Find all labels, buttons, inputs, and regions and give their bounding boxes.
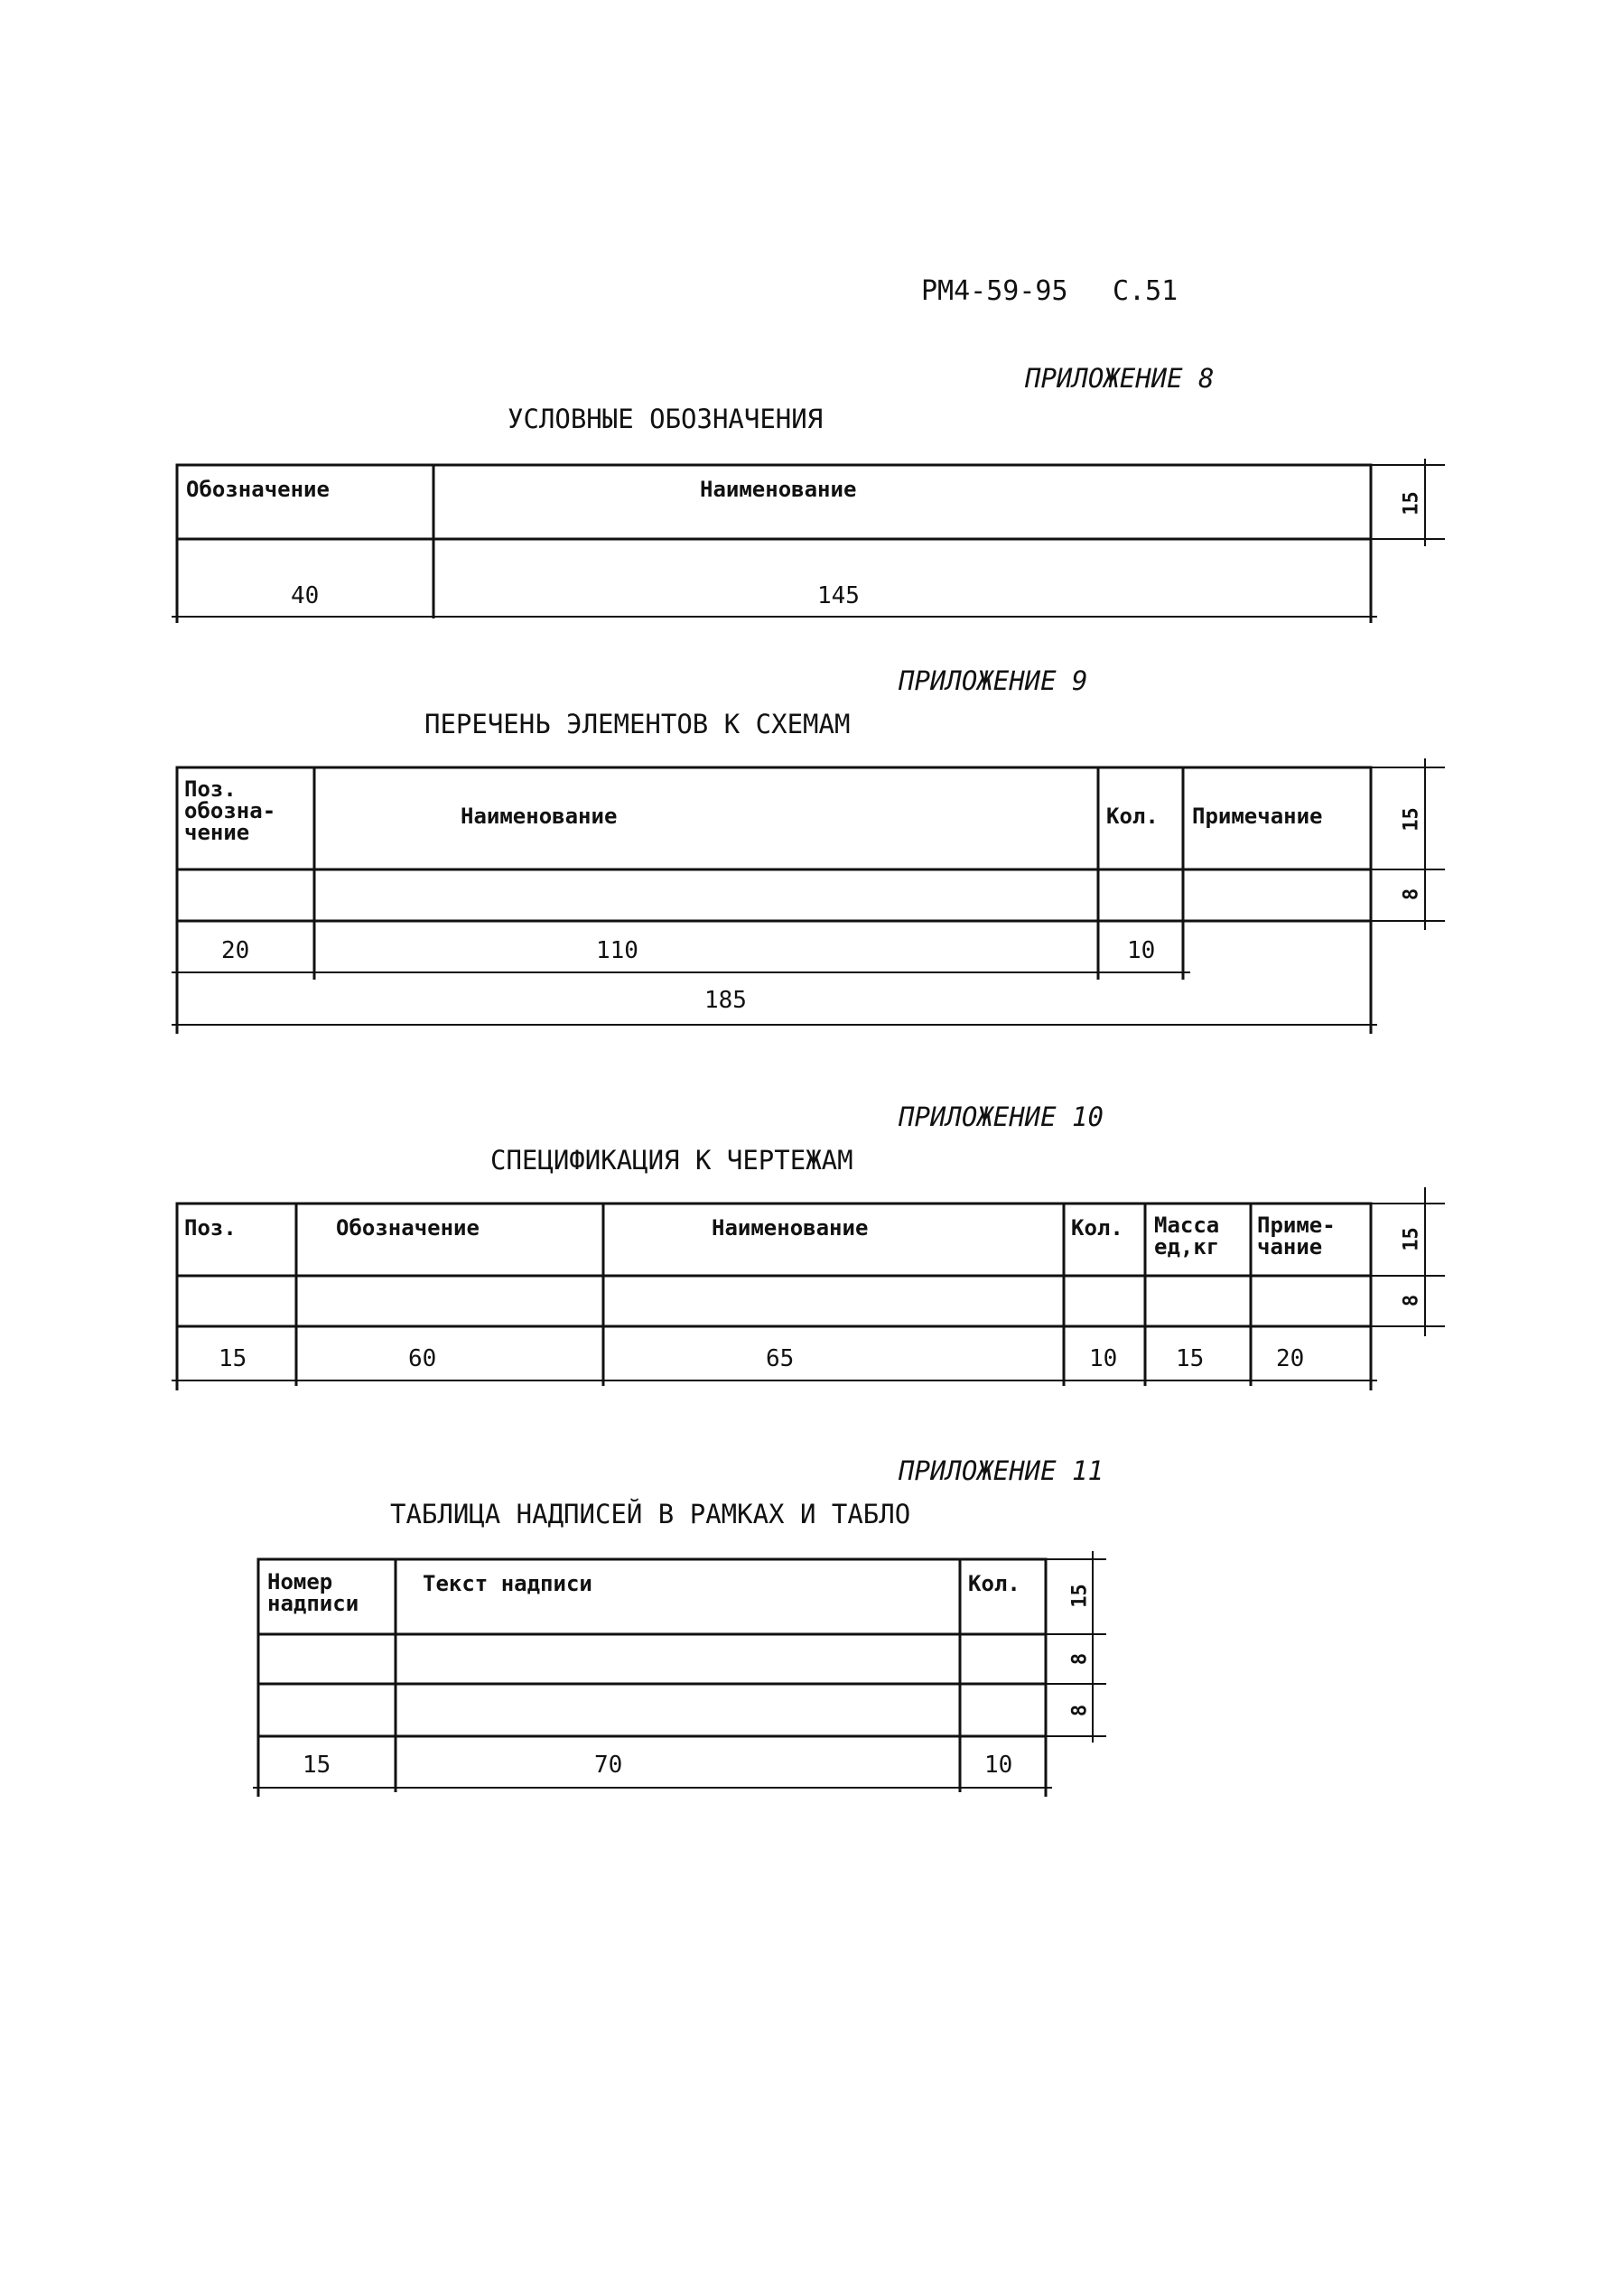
table-4-col-number-line2: надписи	[267, 1591, 359, 1616]
table-2-height-2: 8	[1400, 888, 1423, 901]
table-3-width-4: 10	[1089, 1345, 1118, 1372]
table-2-col-pos-line1: Поз.	[184, 776, 237, 802]
table-4-height-2: 8	[1068, 1652, 1092, 1666]
table-3-width-6: 20	[1276, 1345, 1305, 1372]
table-4-col-text: Текст надписи	[423, 1571, 592, 1596]
appendix-10-label: ПРИЛОЖЕНИЕ 10	[899, 1102, 1104, 1132]
table-3-col-name: Наименование	[712, 1215, 869, 1241]
table-3-width-5: 15	[1176, 1345, 1205, 1372]
table-3-col-note-line2: чание	[1257, 1234, 1323, 1260]
table-3-col-mass-line2: ед,кг	[1154, 1234, 1220, 1260]
table-2-width-2: 110	[596, 937, 638, 964]
table-2-col-qty: Кол.	[1106, 804, 1159, 829]
table-2-col-name: Наименование	[461, 804, 618, 829]
table-4-width-1: 15	[303, 1752, 331, 1779]
table-3-width-2: 60	[408, 1345, 437, 1372]
page-number: С.51	[1113, 275, 1178, 307]
table-2-width-1: 20	[221, 937, 250, 964]
table-3-height-1: 15	[1400, 1227, 1423, 1251]
appendix-11-label: ПРИЛОЖЕНИЕ 11	[899, 1455, 1104, 1486]
table-3-col-pos: Поз.	[184, 1215, 237, 1241]
table-3-col-qty: Кол.	[1071, 1215, 1123, 1241]
table-3-title: СПЕЦИФИКАЦИЯ К ЧЕРТЕЖАМ	[490, 1145, 853, 1176]
table-3-width-3: 65	[766, 1345, 795, 1372]
table-3-col-mass-line1: Масса	[1154, 1213, 1220, 1238]
table-2-col-pos-line2: обозна-	[184, 798, 276, 823]
table-2-title: ПЕРЕЧЕНЬ ЭЛЕМЕНТОВ К СХЕМАМ	[424, 709, 851, 739]
table-3-col-designation: Обозначение	[336, 1215, 480, 1241]
table-1-col-designation: Обозначение	[186, 477, 330, 502]
table-1-col-name: Наименование	[700, 477, 857, 502]
appendix-8-label: ПРИЛОЖЕНИЕ 8	[1025, 363, 1215, 394]
table-4-col-number-line1: Номер	[267, 1569, 333, 1594]
appendix-9-label: ПРИЛОЖЕНИЕ 9	[899, 665, 1088, 696]
table-4-width-2: 70	[594, 1752, 623, 1779]
table-2-frame	[172, 758, 1445, 1034]
table-2-col-note: Примечание	[1192, 804, 1323, 829]
table-1-width-1: 40	[291, 582, 320, 609]
table-3-col-note-line1: Приме-	[1257, 1213, 1336, 1238]
table-4-col-qty: Кол.	[968, 1571, 1020, 1596]
table-1-width-2: 145	[817, 582, 860, 609]
table-1-height-1: 15	[1400, 491, 1423, 516]
table-2-width-3: 10	[1127, 937, 1156, 964]
table-4-title: ТАБЛИЦА НАДПИСЕЙ В РАМКАХ И ТАБЛО	[390, 1499, 911, 1529]
table-2-height-1: 15	[1400, 807, 1423, 832]
table-2-total-width: 185	[704, 987, 747, 1014]
document-code: РМ4-59-95	[921, 275, 1068, 307]
table-4-height-3: 8	[1068, 1704, 1092, 1717]
table-3-height-2: 8	[1400, 1294, 1423, 1307]
table-2-col-pos-line3: чение	[184, 820, 250, 845]
table-3-width-1: 15	[219, 1345, 247, 1372]
table-4-width-3: 10	[984, 1752, 1013, 1779]
table-4-height-1: 15	[1068, 1584, 1092, 1608]
table-1-title: УСЛОВНЫЕ ОБОЗНАЧЕНИЯ	[508, 404, 824, 434]
